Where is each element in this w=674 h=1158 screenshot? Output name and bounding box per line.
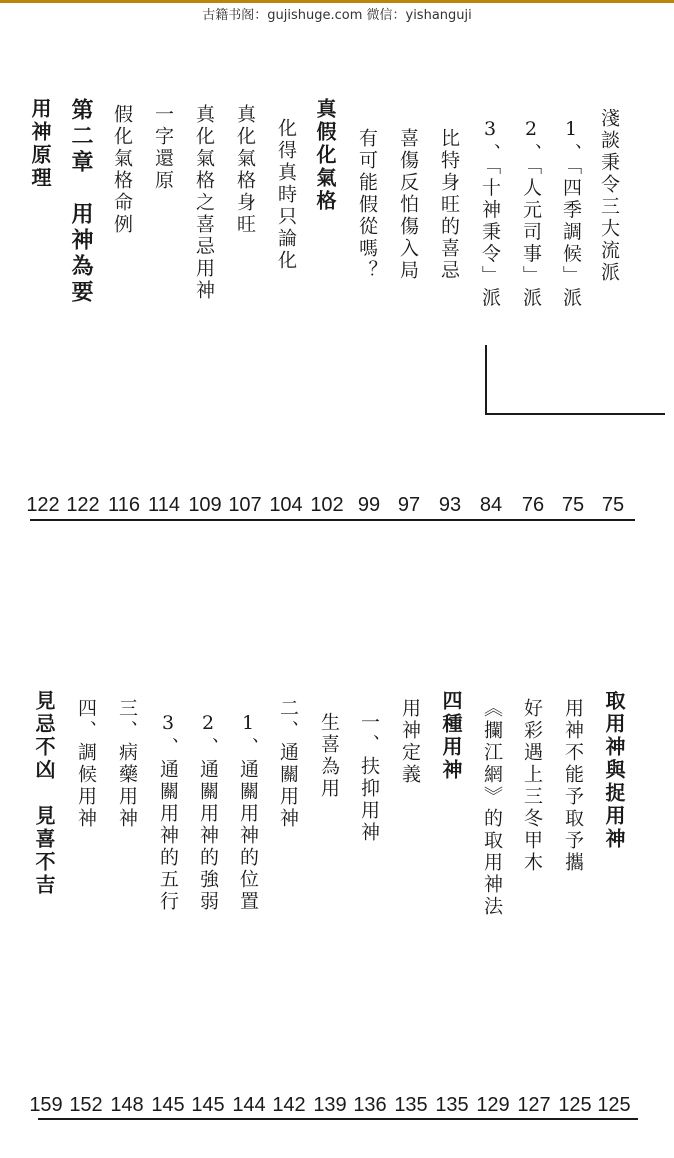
page-number: 116 (108, 494, 140, 516)
toc-entry: 有可能假從嗎？ (356, 128, 378, 282)
page-number: 97 (397, 494, 421, 516)
toc-section-heading: 用神原理 (28, 98, 52, 190)
toc-entry: 1、通關用神的位置 (237, 712, 259, 913)
page-number: 104 (269, 494, 303, 516)
toc-entry: 3、「十神秉令」派 (479, 118, 501, 310)
page-number: 145 (151, 1094, 185, 1116)
page-number: 159 (29, 1094, 63, 1116)
toc-entry: 用神定義 (399, 698, 421, 786)
page-number: 75 (601, 494, 625, 516)
page-number: 109 (188, 494, 222, 516)
toc-entry: 3、通關用神的五行 (157, 712, 179, 913)
page-number: 129 (476, 1094, 510, 1116)
page-number: 152 (69, 1094, 103, 1116)
toc-entry: 2、「人元司事」派 (520, 118, 542, 310)
toc-entry: 真化氣格身旺 (234, 104, 256, 236)
page-number: 125 (597, 1094, 631, 1116)
toc-entry: 好彩遇上三冬甲木 (521, 698, 543, 874)
toc-entry: 淺談秉令三大流派 (598, 108, 620, 284)
page-number: 135 (435, 1094, 469, 1116)
page-number: 93 (438, 494, 462, 516)
toc-entry: 真化氣格之喜忌用神 (193, 104, 215, 302)
page-number: 142 (272, 1094, 306, 1116)
bracket-line (485, 345, 487, 415)
page-number: 145 (191, 1094, 225, 1116)
page-number: 99 (357, 494, 381, 516)
bracket-line (485, 413, 665, 415)
page-number: 139 (313, 1094, 347, 1116)
page-number: 135 (394, 1094, 428, 1116)
page-number: 144 (232, 1094, 266, 1116)
toc-entry: 用神不能予取予攜 (562, 698, 584, 874)
page-number: 114 (148, 494, 180, 516)
page-number: 122 (26, 494, 60, 516)
divider-rule (38, 1118, 638, 1120)
page-number: 148 (110, 1094, 144, 1116)
toc-entry: 二、通關用神 (277, 698, 299, 830)
toc-entry: 《攔江網》的取用神法 (481, 698, 503, 918)
page-number: 127 (517, 1094, 551, 1116)
page-number: 136 (353, 1094, 387, 1116)
page-number: 102 (310, 494, 344, 516)
chapter-heading: 第二章 用神為要 (68, 98, 93, 306)
toc-section-heading: 四種用神 (439, 690, 463, 782)
toc-section-heading: 取用神與捉用神 (602, 690, 626, 851)
toc-entry: 比特身旺的喜忌 (438, 128, 460, 282)
watermark: 古籍书阁：gujishuge.com 微信：yishanguji (202, 8, 472, 23)
page-number: 107 (228, 494, 262, 516)
toc-entry: 三、病藥用神 (116, 698, 138, 830)
toc-entry: 生喜為用 (318, 712, 340, 800)
page-number: 125 (558, 1094, 592, 1116)
page-number: 84 (479, 494, 503, 516)
toc-entry: 假化氣格命例 (111, 104, 133, 236)
toc-entry: 一字還原 (152, 104, 174, 192)
toc-entry: 四、調候用神 (75, 698, 97, 830)
toc-entry: 喜傷反怕傷入局 (397, 128, 419, 282)
page-number: 76 (521, 494, 545, 516)
toc-entry: 化得真時只論化 (275, 118, 297, 272)
page-number: 75 (561, 494, 585, 516)
toc-section-heading: 真假化氣格 (313, 98, 337, 213)
toc-entry: 2、通關用神的強弱 (197, 712, 219, 913)
toc-entry: 1、「四季調候」派 (560, 118, 582, 310)
toc-entry: 一、扶抑用神 (358, 712, 380, 844)
page-number: 122 (66, 494, 100, 516)
toc-section-heading: 見忌不凶 見喜不吉 (32, 690, 56, 897)
page-number-row (0, 494, 674, 522)
divider-rule (30, 519, 635, 521)
